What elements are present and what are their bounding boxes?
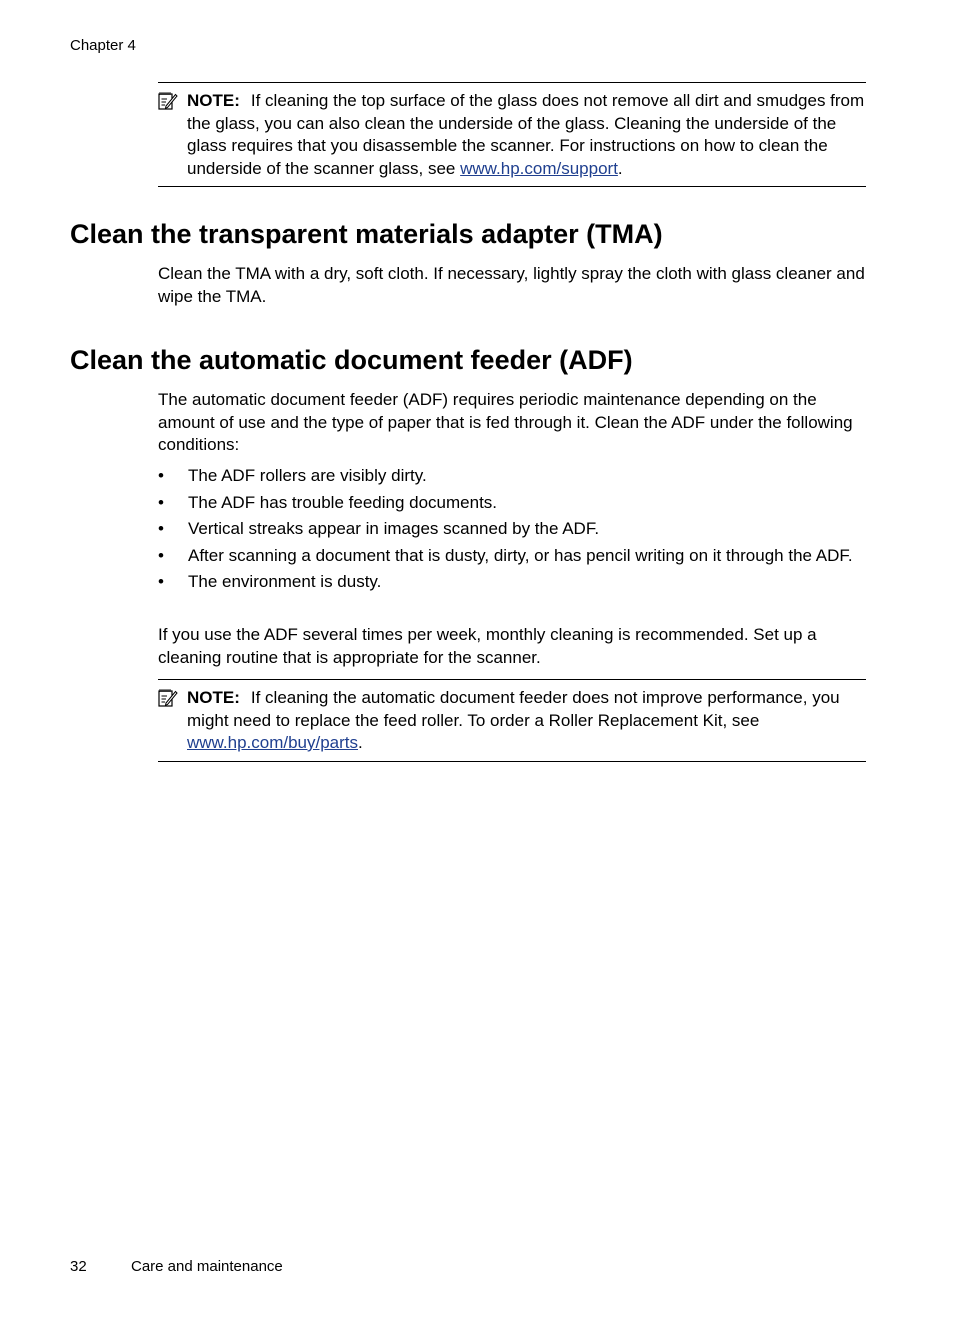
list-item-text: The environment is dusty.: [188, 572, 382, 591]
running-head-chapter: Chapter 4: [70, 37, 136, 54]
note-label: NOTE:: [187, 91, 240, 110]
list-item: [158, 492, 866, 515]
note-body-text: If cleaning the top surface of the glass does not remove all dirt and smudges from the glass, you can also clean the underside of the glass. Cleaning the underside of the glass requires that you disassemble the scanner. For instructions on how to clean the underside of the scanner glass, see: [187, 91, 865, 178]
footer-page-number: 32: [70, 1258, 87, 1275]
buy-parts-link[interactable]: www.hp.com/buy/parts: [187, 733, 359, 752]
list-item: [158, 465, 866, 488]
adf-recommendation-paragraph: If you use the ADF several times per week, monthly cleaning is recommended. Set up a cleaning routine that is appropriate for the scanner.: [158, 625, 817, 667]
adf-conditions-list: [158, 465, 866, 598]
note-pencil-icon: [158, 91, 178, 111]
support-link[interactable]: www.hp.com/support: [460, 158, 618, 178]
note-box-adf: [158, 679, 866, 762]
bullet: •: [158, 572, 164, 591]
note-body-text: If cleaning the automatic document feeder does not improve performance, you might need to replace the feed roller. To order a Roller Replacement Kit, see: [187, 688, 840, 730]
list-item: [158, 545, 866, 568]
note-pencil-icon: [158, 688, 178, 708]
heading-clean-adf: Clean the automatic document feeder (ADF): [70, 345, 633, 375]
list-item-text: Vertical streaks appear in images scanned by the ADF.: [188, 519, 600, 538]
note-text: [187, 90, 866, 180]
list-item: [158, 518, 866, 541]
list-item-text: The ADF rollers are visibly dirty.: [188, 466, 427, 485]
note-text: [187, 687, 866, 755]
list-item: [158, 571, 866, 594]
note-label: NOTE:: [187, 688, 240, 707]
bullet: •: [158, 545, 164, 565]
note-end-punct: .: [617, 158, 623, 178]
bullet: •: [158, 492, 164, 512]
footer-section-title: Care and maintenance: [131, 1258, 283, 1275]
note-end-punct: .: [358, 733, 363, 752]
list-item-text: After scanning a document that is dusty, dirty, or has pencil writing on it through the ADF.: [188, 545, 853, 565]
bullet: •: [158, 466, 164, 485]
tma-paragraph: Clean the TMA with a dry, soft cloth. If necessary, lightly spray the cloth with glass cleaner and wipe the TMA.: [158, 264, 865, 306]
note-box-glass: [158, 82, 866, 187]
heading-clean-tma: Clean the transparent materials adapter (TMA): [70, 219, 663, 249]
bullet: •: [158, 519, 164, 538]
adf-intro-paragraph: The automatic document feeder (ADF) requires periodic maintenance depending on the amount of use and the type of paper that is fed through it. Clean the ADF under the following conditions:: [158, 390, 853, 454]
list-item-text: The ADF has trouble feeding documents.: [188, 492, 498, 512]
